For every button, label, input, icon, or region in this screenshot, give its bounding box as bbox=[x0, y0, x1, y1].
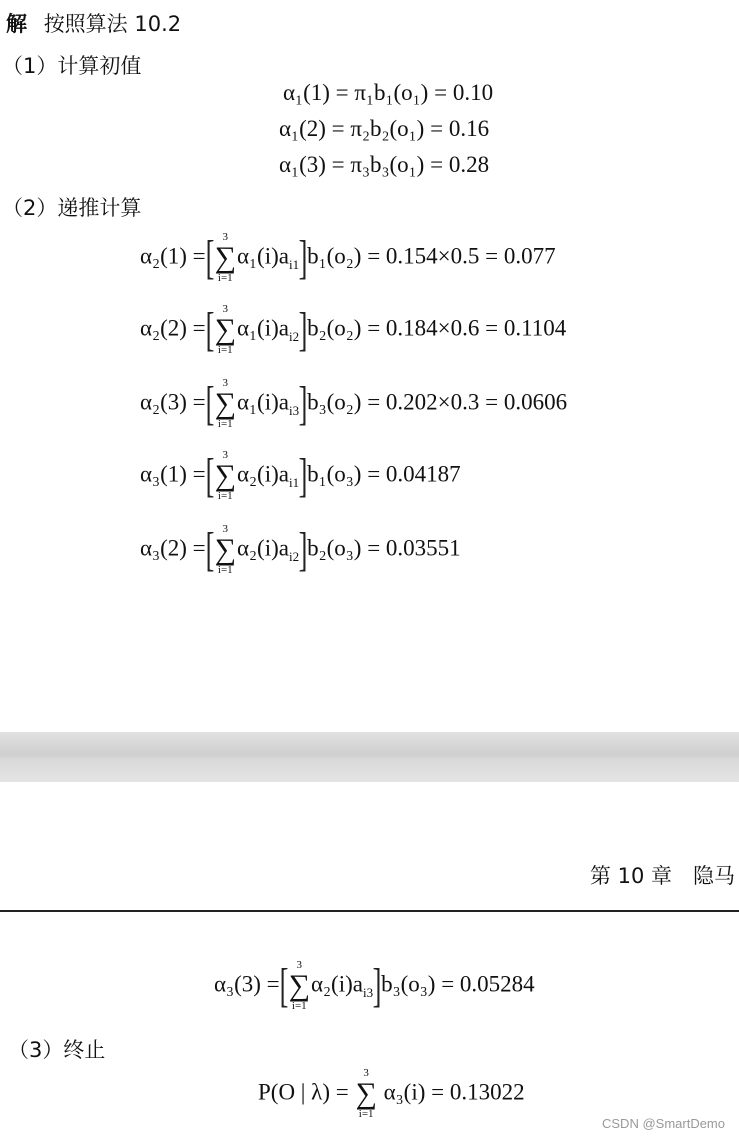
sum-upper: 3 bbox=[222, 231, 229, 243]
recursion-right: b₂(o₃) = 0.03551 bbox=[307, 535, 461, 561]
left-bracket-icon: [ bbox=[205, 231, 214, 284]
sum-lower: i=1 bbox=[217, 272, 233, 284]
recursion-left: α₃(2) = bbox=[140, 535, 206, 561]
recursion-equation bbox=[140, 304, 566, 356]
left-bracket-icon: [ bbox=[279, 959, 288, 1012]
step-1-heading: （1）计算初值 bbox=[2, 54, 142, 78]
recursion-inner: α₁(i)a bbox=[236, 315, 289, 341]
sum-symbol bbox=[355, 1068, 376, 1120]
recursion-left: α₃(1) = bbox=[140, 461, 206, 487]
page-gap bbox=[0, 732, 739, 782]
recursion-left: α₂(2) = bbox=[140, 315, 206, 341]
recursion-sub: i1 bbox=[288, 474, 300, 490]
recursion-inner: α₂(i)a bbox=[236, 461, 289, 487]
right-bracket-icon: ] bbox=[298, 449, 308, 502]
watermark: CSDN @SmartDemo bbox=[602, 1116, 725, 1131]
sigma-icon: ∑ bbox=[214, 387, 236, 420]
sum-upper: 3 bbox=[296, 959, 303, 971]
sigma-icon: ∑ bbox=[214, 241, 236, 274]
recursion-inner: α₂(i)a bbox=[236, 535, 289, 561]
left-bracket-icon: [ bbox=[205, 377, 214, 430]
recursion-right: b₁(o₂) = 0.154×0.5 = 0.077 bbox=[307, 243, 556, 269]
recursion-sub: i2 bbox=[288, 328, 300, 344]
recursion-equation bbox=[140, 524, 461, 576]
sum-symbol bbox=[289, 960, 310, 1012]
recursion-right: b₂(o₂) = 0.184×0.6 = 0.1104 bbox=[307, 315, 567, 341]
sum-upper: 3 bbox=[222, 523, 229, 535]
recursion-sub: i2 bbox=[288, 548, 300, 564]
sum-symbol bbox=[215, 378, 236, 430]
solution-intro: 按照算法 10.2 bbox=[43, 12, 182, 36]
init-eq-3: α₁(3) = π₃b₃(o₁) = 0.28 bbox=[279, 152, 490, 177]
solution-label: 解 bbox=[6, 12, 27, 36]
recursion-inner: α₂(i)a bbox=[310, 971, 363, 997]
recursion-inner: α₁(i)a bbox=[236, 243, 289, 269]
init-eq-1: α₁(1) = π₁b₁(o₁) = 0.10 bbox=[283, 80, 494, 105]
sum-lower: i=1 bbox=[217, 418, 233, 430]
recursion-equation bbox=[140, 378, 567, 430]
recursion-right: b₁(o₃) = 0.04187 bbox=[307, 461, 461, 487]
recursion-right: b₃(o₂) = 0.202×0.3 = 0.0606 bbox=[307, 389, 568, 415]
sum-upper: 3 bbox=[363, 1067, 369, 1079]
left-bracket-icon: [ bbox=[205, 523, 214, 576]
step-3-heading: （3）终止 bbox=[8, 1038, 106, 1062]
sum-lower: i=1 bbox=[217, 490, 233, 502]
sigma-icon: ∑ bbox=[214, 533, 236, 566]
sum-symbol bbox=[215, 232, 236, 284]
sum-symbol bbox=[215, 524, 236, 576]
step-2-heading: （2）递推计算 bbox=[2, 196, 142, 220]
recursion-equation bbox=[214, 960, 535, 1012]
recursion-left: α₂(3) = bbox=[140, 389, 206, 415]
sigma-icon: ∑ bbox=[355, 1077, 377, 1110]
sum-upper: 3 bbox=[222, 303, 229, 315]
termination-left: P(O | λ) = bbox=[258, 1079, 349, 1105]
sigma-icon: ∑ bbox=[288, 969, 310, 1002]
termination-right: α₃(i) = 0.13022 bbox=[383, 1079, 525, 1105]
recursion-right: b₃(o₃) = 0.05284 bbox=[381, 971, 535, 997]
left-bracket-icon: [ bbox=[205, 449, 214, 502]
recursion-inner: α₁(i)a bbox=[236, 389, 289, 415]
sum-lower: i=1 bbox=[217, 564, 233, 576]
recursion-left: α₂(1) = bbox=[140, 243, 206, 269]
sigma-icon: ∑ bbox=[214, 459, 236, 492]
running-head: 第 10 章 隐马 bbox=[589, 864, 735, 888]
right-bracket-icon: ] bbox=[298, 523, 308, 576]
right-bracket-icon: ] bbox=[298, 231, 308, 284]
recursion-sub: i3 bbox=[362, 984, 374, 1000]
sum-symbol bbox=[215, 304, 236, 356]
sum-symbol bbox=[215, 450, 236, 502]
sum-lower: i=1 bbox=[358, 1108, 374, 1120]
sum-upper: 3 bbox=[222, 449, 229, 461]
recursion-equation bbox=[140, 450, 461, 502]
left-bracket-icon: [ bbox=[205, 303, 214, 356]
header-rule bbox=[0, 910, 739, 912]
recursion-sub: i1 bbox=[288, 256, 300, 272]
recursion-equation bbox=[140, 232, 556, 284]
sum-upper: 3 bbox=[222, 377, 229, 389]
recursion-left: α₃(3) = bbox=[214, 971, 280, 997]
solution-line bbox=[6, 8, 181, 38]
init-eq-2: α₁(2) = π₂b₂(o₁) = 0.16 bbox=[279, 116, 490, 141]
termination-equation bbox=[258, 1068, 525, 1120]
right-bracket-icon: ] bbox=[372, 959, 382, 1012]
right-bracket-icon: ] bbox=[298, 303, 308, 356]
sum-lower: i=1 bbox=[217, 344, 233, 356]
sum-lower: i=1 bbox=[291, 1000, 307, 1012]
recursion-sub: i3 bbox=[288, 402, 300, 418]
sigma-icon: ∑ bbox=[214, 313, 236, 346]
right-bracket-icon: ] bbox=[298, 377, 308, 430]
